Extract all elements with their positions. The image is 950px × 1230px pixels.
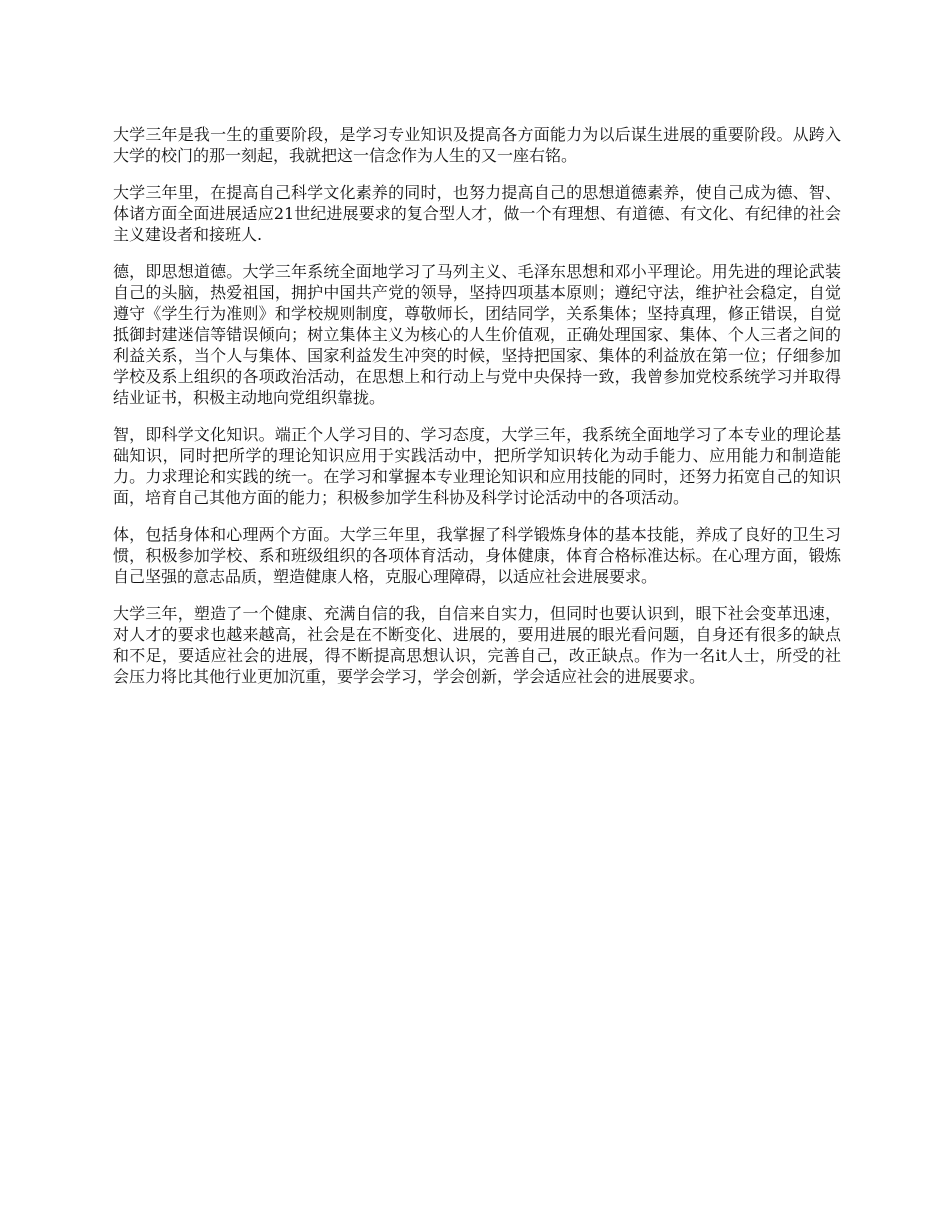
- paragraph-5: 体，包括身体和心理两个方面。大学三年里，我掌握了科学锻炼身体的基本技能，养成了良好的卫生习惯，积极参加学校、系和班级组织的各项体育活动，身体健康，体育合格标准达标。在心理方面，锻炼自己坚强的意志品质，塑造健康人格，克服心理障碍，以适应社会进展要求。: [113, 525, 841, 586]
- paragraph-1: 大学三年是我一生的重要阶段，是学习专业知识及提高各方面能力为以后谋生进展的重要阶段。从跨入大学的校门的那一刻起，我就把这一信念作为人生的又一座右铭。: [113, 125, 841, 165]
- paragraph-6: 大学三年，塑造了一个健康、充满自信的我，自信来自实力，但同时也要认识到，眼下社会变革迅速，对人才的要求也越来越高，社会是在不断变化、进展的，要用进展的眼光看问题，自身还有很多的缺点和不足，要适应社会的进展，得不断提高思想认识，完善自己，改正缺点。作为一名it人士，所受的社会压力将比其他行业更加沉重，要学会学习，学会创新，学会适应社会的进展要求。: [113, 604, 841, 686]
- paragraph-3: 德，即思想道德。大学三年系统全面地学习了马列主义、毛泽东思想和邓小平理论。用先进的理论武装自己的头脑，热爱祖国，拥护中国共产党的领导，坚持四项基本原则；遵纪守法，维护社会稳定，自觉遵守《学生行为准则》和学校规则制度，尊敬师长，团结同学，关系集体；坚持真理，修正错误，自觉抵御封建迷信等错误倾向；树立集体主义为核心的人生价值观，正确处理国家、集体、个人三者之间的利益关系，当个人与集体、国家利益发生冲突的时候，坚持把国家、集体的利益放在第一位；仔细参加学校及系上组织的各项政治活动，在思想上和行动上与党中央保持一致，我曾参加党校系统学习并取得结业证书，积极主动地向党组织靠拢。: [113, 262, 841, 407]
- paragraph-2: 大学三年里，在提高自己科学文化素养的同时，也努力提高自己的思想道德素养，使自己成为德、智、体诸方面全面进展适应21世纪进展要求的复合型人才，做一个有理想、有道德、有文化、有纪律的社会主义建设者和接班人.: [113, 183, 841, 244]
- paragraph-4: 智，即科学文化知识。端正个人学习目的、学习态度，大学三年，我系统全面地学习了本专业的理论基础知识，同时把所学的理论知识应用于实践活动中，把所学知识转化为动手能力、应用能力和制造能力。力求理论和实践的统一。在学习和掌握本专业理论知识和应用技能的同时，还努力拓宽自己的知识面，培育自己其他方面的能力；积极参加学生科协及科学讨论活动中的各项活动。: [113, 425, 841, 507]
- document-body: [113, 124, 841, 703]
